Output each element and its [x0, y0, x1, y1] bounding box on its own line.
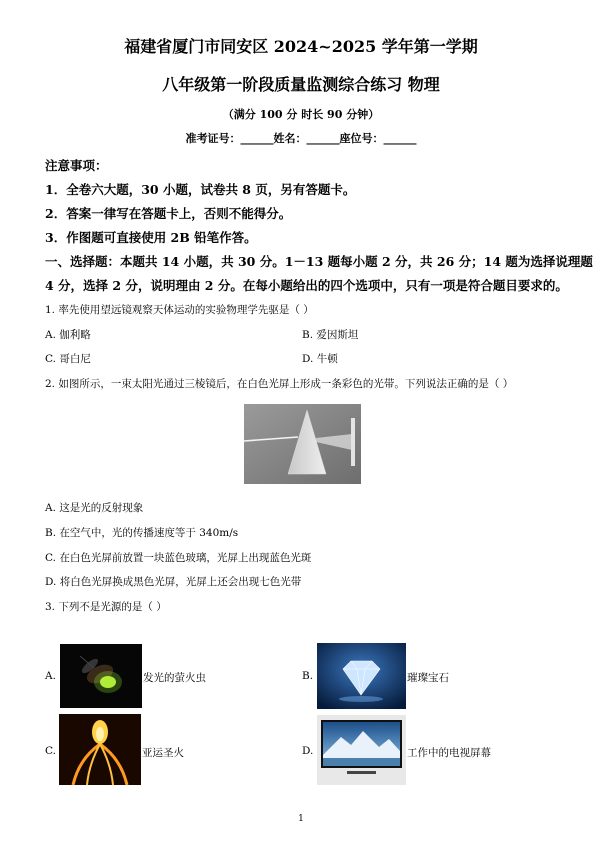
- question-1-option-a: A. 伽利略: [45, 329, 91, 341]
- notes-heading: 注意事项：: [45, 158, 108, 173]
- question-3-option-c-caption: 亚运圣火: [142, 747, 184, 759]
- section-heading-line2: 4 分，选择 2 分，说明理由 2 分。在每小题给出的四个选项中，只有一项是符合题目要求的。: [45, 278, 568, 293]
- question-3-option-a-letter: A.: [45, 670, 56, 682]
- question-3-option-b-caption: 璀璨宝石: [407, 672, 449, 684]
- firefly-photo: [60, 644, 142, 708]
- note-item-2: 2．答案一律写在答题卡上，否则不能得分。: [45, 206, 292, 221]
- section-heading-line1: 一、选择题：本题共 14 小题，共 30 分。1－13 题每小题 2 分，共 26 分；14 题为选择说理题: [45, 254, 593, 269]
- question-3-option-b-letter: B.: [302, 670, 314, 682]
- question-1-option-c: C. 哥白尼: [45, 353, 91, 365]
- question-2-option-d: D. 将白色光屏换成黑色光屏，光屏上还会出现七色光带: [45, 576, 302, 588]
- question-2-option-c: C. 在白色光屏前放置一块蓝色玻璃，光屏上出现蓝色光斑: [45, 552, 312, 564]
- question-3-option-d-caption: 工作中的电视屏幕: [407, 747, 491, 759]
- question-3-stem: 3. 下列不是光源的是（ ）: [45, 601, 167, 613]
- note-item-3: 3．作图题可直接使用 2B 铅笔作答。: [45, 230, 257, 245]
- question-1-option-d: D. 牛顿: [302, 353, 338, 365]
- prism-photo: [244, 404, 361, 484]
- tv-photo: [317, 715, 406, 785]
- page-number: 1: [298, 814, 304, 824]
- question-1-option-b: B. 爱因斯坦: [302, 329, 359, 341]
- question-3-option-a-caption: 发光的萤火虫: [143, 672, 206, 684]
- question-2-stem: 2. 如图所示，一束太阳光通过三棱镜后，在白色光屏上形成一条彩色的光带。下列说法正确的是（ ）: [45, 378, 514, 390]
- torch-photo: [59, 714, 141, 785]
- question-3-option-d-letter: D.: [302, 745, 314, 757]
- candidate-info: 准考证号：______姓名：______座位号：______: [185, 132, 417, 145]
- exam-title-line1: 福建省厦门市同安区 2024~2025 学年第一学期: [124, 37, 478, 56]
- exam-title-line2: 八年级第一阶段质量监测综合练习 物理: [162, 75, 440, 94]
- question-1-stem: 1. 率先使用望远镜观察天体运动的实验物理学先驱是（ ）: [45, 304, 314, 316]
- question-2-option-b: B. 在空气中，光的传播速度等于 340m/s: [45, 527, 239, 539]
- score-time: （满分 100 分 时长 90 分钟）: [222, 108, 380, 121]
- question-3-option-c-letter: C.: [45, 745, 56, 757]
- question-2-option-a: A. 这是光的反射现象: [45, 502, 144, 514]
- note-item-1: 1．全卷六大题，30 小题，试卷共 8 页，另有答题卡。: [45, 182, 356, 197]
- gem-photo: [317, 643, 406, 709]
